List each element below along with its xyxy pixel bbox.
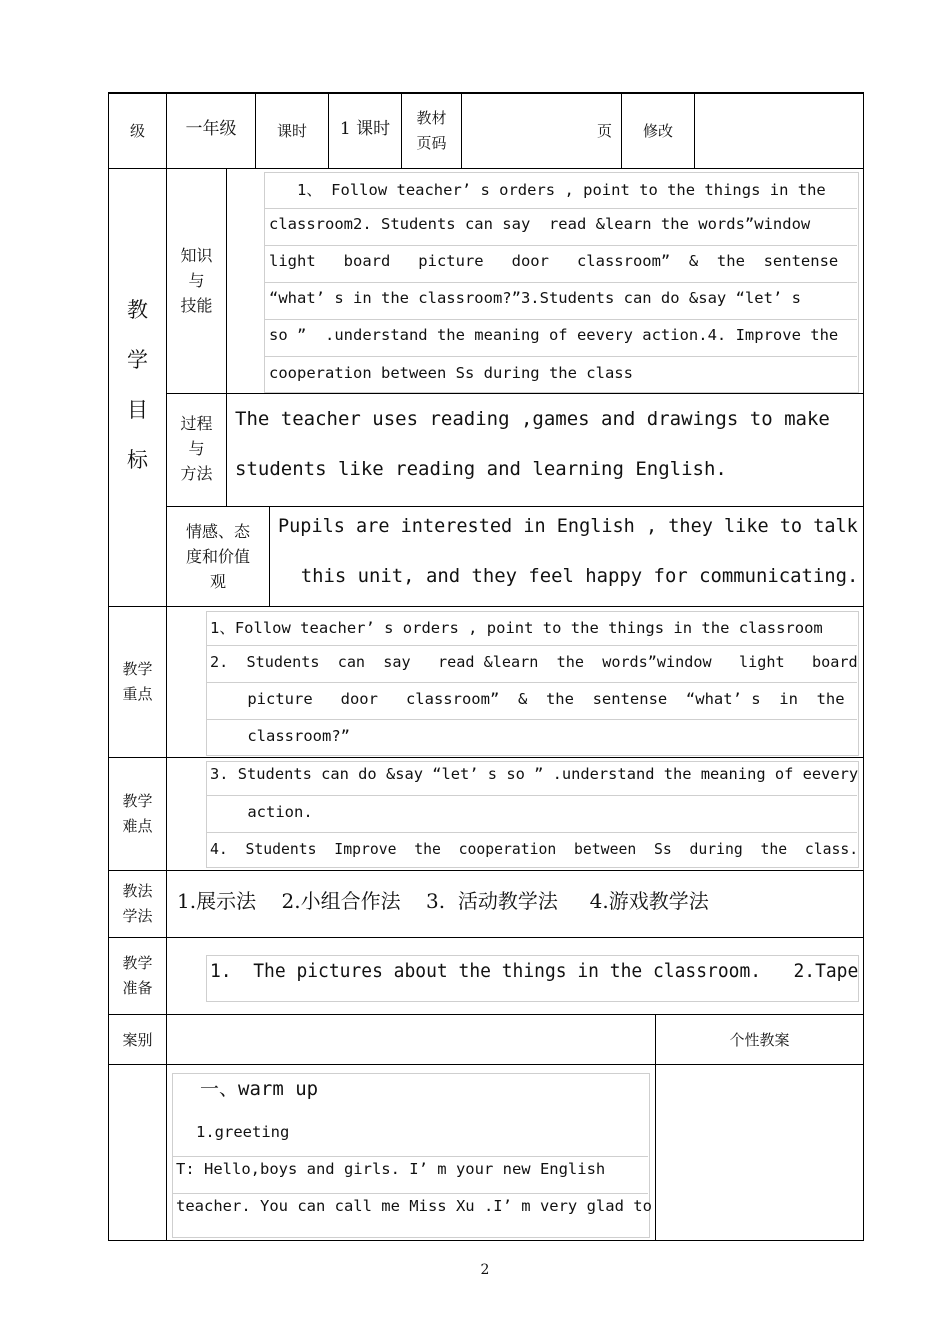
col-divider (269, 506, 270, 606)
textbook-page-label: 教材 页码 (416, 109, 447, 152)
knowledge-line: 1、 Follow teacher’ s orders , point to the things in the (269, 181, 826, 199)
table-right-border (863, 92, 864, 1241)
difficulty-line: action. (210, 803, 313, 821)
key-point-line: 1、Follow teacher’ s orders , point to the things in the classroom (210, 619, 823, 637)
text-box-rule (264, 356, 857, 357)
text-box-rule (206, 645, 857, 646)
procedure-line: T: Hello,boys and girls. I’ m your new English (176, 1160, 606, 1178)
text-box-rule (172, 1156, 648, 1157)
procedure-line: teacher. You can call me Miss Xu .I’ m very glad to (176, 1197, 652, 1215)
text-box-rule (264, 208, 857, 209)
knowledge-line: cooperation between Ss during the class (269, 364, 633, 382)
col-divider (694, 92, 695, 168)
objectives-char: 学 (127, 348, 148, 372)
page-number: 2 (480, 1262, 490, 1278)
objectives-char: 目 (127, 398, 148, 422)
process-line: The teacher uses reading ,games and drawings to make (235, 408, 830, 430)
col-divider (166, 168, 167, 1241)
text-box-rule (206, 832, 857, 833)
revise-label: 修改 (642, 122, 673, 140)
row-divider (108, 937, 864, 938)
difficulties-label: 教学 难点 (122, 792, 153, 835)
text-box-rule (264, 319, 857, 320)
row-divider (166, 506, 864, 507)
text-box-rule (264, 245, 857, 246)
emotion-line: Pupils are interested in English , they like to talk (278, 515, 858, 537)
key-point-line: picture door classroom” & the sentense “what’ s in the (210, 690, 845, 708)
row-divider (108, 757, 864, 758)
knowledge-line: classroom2. Students can say read &learn the words”window (269, 215, 811, 233)
row-divider (108, 606, 864, 607)
process-line: students like reading and learning English. (235, 458, 727, 480)
knowledge-label: 知识 与 技能 (180, 245, 213, 315)
row-divider (108, 870, 864, 871)
page-label: 页 (596, 122, 612, 140)
knowledge-line: “what’ s in the classroom?”3.Students can do &say “let’ s (269, 289, 801, 307)
grade-label: 级 (129, 122, 145, 140)
case-label: 案别 (122, 1030, 153, 1049)
process-label: 过程 与 方法 (180, 413, 213, 483)
table-bottom-border (108, 1240, 864, 1241)
preparation-text: 1. The pictures about the things in the classroom. 2.Tape (210, 961, 859, 982)
preparation-label: 教学 准备 (122, 954, 153, 997)
key-point-line: classroom?” (210, 727, 350, 745)
col-divider (226, 168, 227, 393)
key-point-line: 2. Students can say read &learn the words”window light board (210, 653, 858, 671)
knowledge-line: light board picture door classroom” & the sentense (269, 252, 839, 270)
methods-text: 1.展示法 2.小组合作法 3. 活动教学法 4.游戏教学法 (177, 889, 709, 913)
personal-plan-label: 个性教案 (729, 1030, 790, 1049)
period-value: 1 课时 (339, 119, 391, 139)
objectives-char: 标 (127, 448, 148, 472)
key-points-label: 教学 重点 (122, 660, 153, 703)
text-box-rule (206, 719, 857, 720)
row-divider (108, 1064, 864, 1065)
period-label: 课时 (276, 122, 307, 140)
methods-label: 教法 学法 (122, 882, 153, 925)
grade-value: 一年级 (185, 119, 237, 139)
text-box-rule (264, 282, 857, 283)
difficulty-line: 4. Students Improve the cooperation between Ss during the class. (210, 840, 859, 858)
procedure-line: 1.greeting (196, 1123, 290, 1141)
objectives-section-label (109, 285, 166, 485)
text-box-rule (172, 1193, 648, 1194)
row-divider (166, 393, 864, 394)
emotion-label: 情感、态 度和价值 观 (185, 521, 250, 591)
row-divider (108, 168, 864, 169)
difficulty-line: 3. Students can do &say “let’ s so ” .understand the meaning of eevery (210, 765, 859, 783)
emotion-line: this unit, and they feel happy for communicating. (278, 565, 859, 587)
knowledge-line: so ” .understand the meaning of eevery action.4. Improve the (269, 326, 839, 344)
text-box-rule (206, 795, 857, 796)
col-divider (226, 393, 227, 506)
text-box-rule (206, 682, 857, 683)
objectives-char: 教 (127, 298, 148, 322)
procedure-heading: 一、warm up (200, 1078, 319, 1100)
